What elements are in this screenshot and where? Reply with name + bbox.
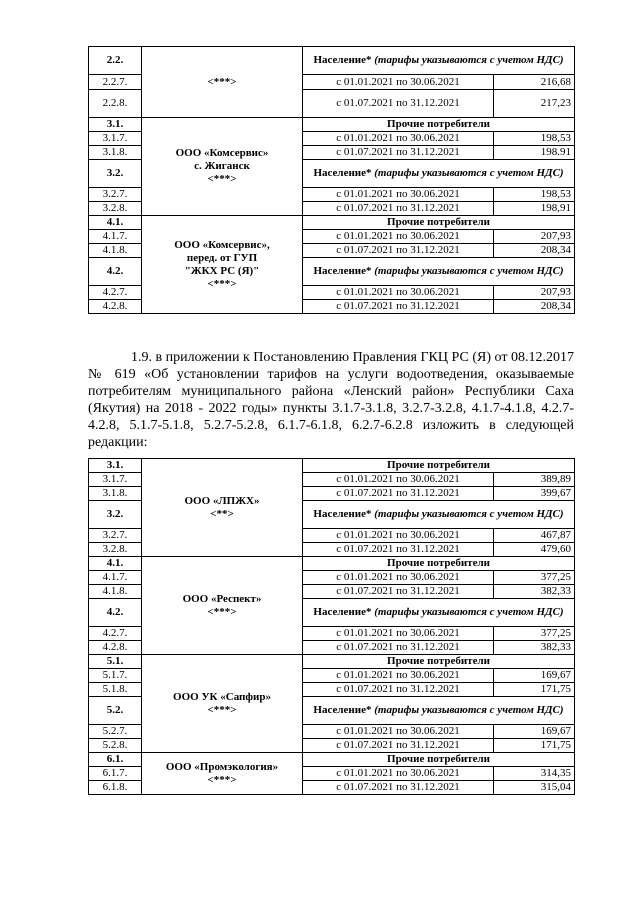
row-number: 4.1. — [89, 557, 142, 571]
category-header: Население* (тарифы указываются с учетом НДС) — [303, 501, 575, 529]
period-cell: с 01.07.2021 по 31.12.2021 — [303, 202, 494, 216]
row-number: 3.1. — [89, 459, 142, 473]
table-row — [89, 459, 575, 473]
period-cell: с 01.01.2021 по 30.06.2021 — [303, 75, 494, 90]
row-number: 3.2. — [89, 160, 142, 188]
category-header: Население* (тарифы указываются с учетом НДС) — [303, 47, 575, 75]
period-cell: с 01.07.2021 по 31.12.2021 — [303, 90, 494, 118]
tariff-value: 217,23 — [494, 90, 575, 118]
period-cell: с 01.07.2021 по 31.12.2021 — [303, 300, 494, 314]
organization-cell: ООО «ЛПЖХ» <**> — [142, 459, 303, 557]
tariff-value: 198,53 — [494, 188, 575, 202]
tariff-value: 208,34 — [494, 300, 575, 314]
organization-cell: ООО «Промэкология» <***> — [142, 753, 303, 795]
row-number: 6.1. — [89, 753, 142, 767]
table-row — [89, 118, 575, 132]
tariff-value: 171,75 — [494, 739, 575, 753]
period-cell: с 01.07.2021 по 31.12.2021 — [303, 543, 494, 557]
row-number: 3.2.8. — [89, 543, 142, 557]
period-cell: с 01.01.2021 по 30.06.2021 — [303, 725, 494, 739]
period-cell: с 01.07.2021 по 31.12.2021 — [303, 146, 494, 160]
tariff-value: 314,35 — [494, 767, 575, 781]
tariff-value: 198.91 — [494, 146, 575, 160]
tariff-value: 207,93 — [494, 286, 575, 300]
paragraph-text: 1.9. в приложении к Постановлению Правления ГКЦ РС (Я) от 08.12.2017 № 619 «Об установлении тарифов на услуги водоотведения, оказываемые потребителям муниципального района «Ленский район» Республики Саха (Якутия) на 2018 - 2022 годы» пункты 3.1.7-3.1.8, 3.2.7-3.2.8, 4.1.7-4.1.8, 4.2.7-4.2.8, 5.1.7-5.1.8, 5.2.7-5.2.8, 6.1.7-6.1.8, 6.2.7-6.2.8 изложить в следующей редакции: — [88, 350, 574, 450]
period-cell: с 01.01.2021 по 30.06.2021 — [303, 188, 494, 202]
category-header: Население* (тарифы указываются с учетом НДС) — [303, 160, 575, 188]
row-number: 3.1. — [89, 118, 142, 132]
row-number: 5.1. — [89, 655, 142, 669]
row-number: 4.2.8. — [89, 641, 142, 655]
row-number: 4.2.8. — [89, 300, 142, 314]
category-header: Прочие потребители — [303, 118, 575, 132]
tariff-value: 208,34 — [494, 244, 575, 258]
row-number: 5.1.8. — [89, 683, 142, 697]
organization-cell: ООО «Комсервис», перед. от ГУП "ЖКХ РС (Я)" <***> — [142, 216, 303, 314]
tariff-value: 216,68 — [494, 75, 575, 90]
period-cell: с 01.01.2021 по 30.06.2021 — [303, 767, 494, 781]
row-number: 3.2.7. — [89, 529, 142, 543]
period-cell: с 01.07.2021 по 31.12.2021 — [303, 781, 494, 795]
tariff-value: 382,33 — [494, 585, 575, 599]
organization-cell: ООО «Респект» <***> — [142, 557, 303, 655]
table-row — [89, 753, 575, 767]
row-number: 4.2.7. — [89, 627, 142, 641]
organization-cell: ООО «Комсервис» с. Жиганск <***> — [142, 118, 303, 216]
row-number: 5.2.7. — [89, 725, 142, 739]
organization-cell: ООО УК «Сапфир» <***> — [142, 655, 303, 753]
table-row — [89, 557, 575, 571]
tariff-value: 198,91 — [494, 202, 575, 216]
period-cell: с 01.01.2021 по 30.06.2021 — [303, 669, 494, 683]
row-number: 3.2.8. — [89, 202, 142, 216]
row-number: 6.1.8. — [89, 781, 142, 795]
tariff-value: 389,89 — [494, 473, 575, 487]
row-number: 4.1.8. — [89, 585, 142, 599]
row-number: 2.2.8. — [89, 90, 142, 118]
row-number: 5.1.7. — [89, 669, 142, 683]
period-cell: с 01.01.2021 по 30.06.2021 — [303, 473, 494, 487]
row-number: 4.1.8. — [89, 244, 142, 258]
period-cell: с 01.07.2021 по 31.12.2021 — [303, 641, 494, 655]
period-cell: с 01.07.2021 по 31.12.2021 — [303, 585, 494, 599]
tariff-value: 171,75 — [494, 683, 575, 697]
tariff-table-continued — [88, 46, 575, 314]
tariff-value: 315,04 — [494, 781, 575, 795]
table-row — [89, 47, 575, 75]
period-cell: с 01.01.2021 по 30.06.2021 — [303, 627, 494, 641]
period-cell: с 01.01.2021 по 30.06.2021 — [303, 571, 494, 585]
tariff-value: 382,33 — [494, 641, 575, 655]
row-number: 5.2. — [89, 697, 142, 725]
row-number: 3.1.8. — [89, 146, 142, 160]
period-cell: с 01.01.2021 по 30.06.2021 — [303, 529, 494, 543]
tariff-value: 377,25 — [494, 627, 575, 641]
category-header: Прочие потребители — [303, 753, 575, 767]
tariff-value: 207,93 — [494, 230, 575, 244]
tariff-value: 467,87 — [494, 529, 575, 543]
period-cell: с 01.01.2021 по 30.06.2021 — [303, 286, 494, 300]
category-header: Население* (тарифы указываются с учетом НДС) — [303, 697, 575, 725]
tariff-value: 169,67 — [494, 725, 575, 739]
row-number: 4.2.7. — [89, 286, 142, 300]
category-header: Прочие потребители — [303, 557, 575, 571]
row-number: 4.1.7. — [89, 230, 142, 244]
row-number: 3.1.7. — [89, 473, 142, 487]
row-number: 2.2. — [89, 47, 142, 75]
period-cell: с 01.01.2021 по 30.06.2021 — [303, 230, 494, 244]
table-row — [89, 216, 575, 230]
row-number: 4.2. — [89, 258, 142, 286]
row-number: 2.2.7. — [89, 75, 142, 90]
period-cell: с 01.07.2021 по 31.12.2021 — [303, 487, 494, 501]
organization-cell: <***> — [142, 47, 303, 118]
row-number: 3.1.7. — [89, 132, 142, 146]
tariff-table-new — [88, 458, 575, 795]
tariff-value: 377,25 — [494, 571, 575, 585]
category-header: Население* (тарифы указываются с учетом НДС) — [303, 258, 575, 286]
row-number: 3.2. — [89, 501, 142, 529]
row-number: 3.1.8. — [89, 487, 142, 501]
row-number: 6.1.7. — [89, 767, 142, 781]
row-number: 5.2.8. — [89, 739, 142, 753]
category-header: Население* (тарифы указываются с учетом НДС) — [303, 599, 575, 627]
table-row — [89, 655, 575, 669]
amendment-paragraph — [88, 349, 574, 451]
tariff-value: 479,60 — [494, 543, 575, 557]
category-header: Прочие потребители — [303, 655, 575, 669]
row-number: 4.1.7. — [89, 571, 142, 585]
row-number: 4.2. — [89, 599, 142, 627]
tariff-value: 169,67 — [494, 669, 575, 683]
row-number: 3.2.7. — [89, 188, 142, 202]
tariff-value: 198,53 — [494, 132, 575, 146]
category-header: Прочие потребители — [303, 459, 575, 473]
category-header: Прочие потребители — [303, 216, 575, 230]
period-cell: с 01.07.2021 по 31.12.2021 — [303, 244, 494, 258]
period-cell: с 01.07.2021 по 31.12.2021 — [303, 683, 494, 697]
tariff-value: 399,67 — [494, 487, 575, 501]
period-cell: с 01.01.2021 по 30.06.2021 — [303, 132, 494, 146]
period-cell: с 01.07.2021 по 31.12.2021 — [303, 739, 494, 753]
row-number: 4.1. — [89, 216, 142, 230]
